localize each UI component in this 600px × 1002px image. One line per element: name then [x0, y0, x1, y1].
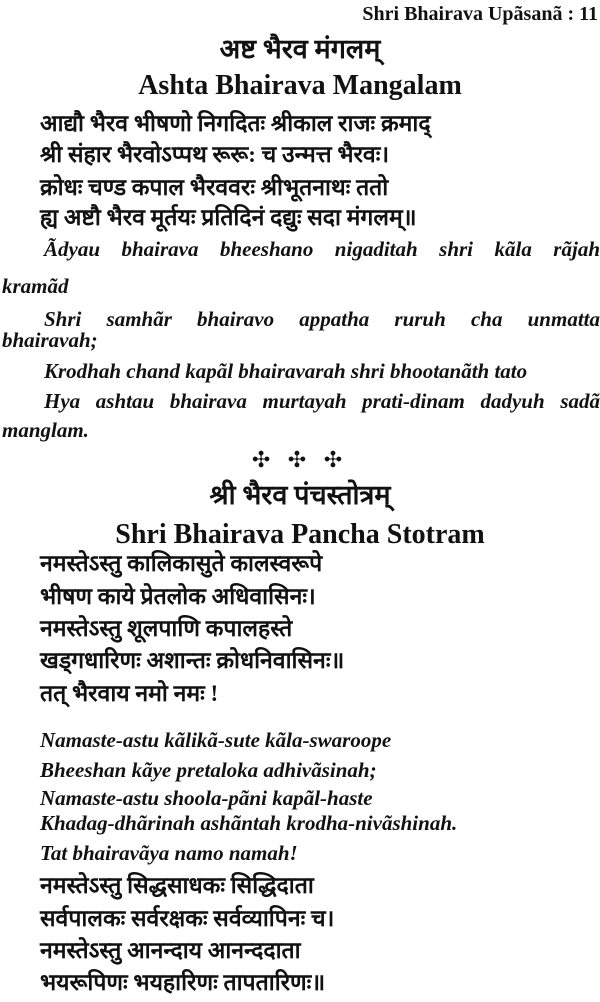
transliteration-line: Bheeshan kãye pretaloka adhivãsinah;	[40, 758, 377, 782]
transliteration-line: Shri samhãr bhairavo appatha ruruh cha unmatta	[44, 307, 600, 331]
verse-line: ह्य अष्टौ भैरव मूर्तयः प्रतिदिनं दद्युः सदा मंगलम्॥	[40, 205, 417, 230]
transliteration-line: Hya ashtau bhairava murtayah prati-dinam dadyuh sadã	[44, 389, 600, 413]
transliteration-line: Ãdyau bhairava bheeshano nigaditah shri kãla rãjah	[44, 237, 600, 261]
transliteration-line: manglam.	[2, 418, 89, 442]
transliteration-line: Tat bhairavãya namo namah!	[40, 841, 298, 865]
verse-line: तत् भैरवाय नमो नमः !	[40, 681, 219, 706]
verse-line: भयरूपिणः भयहारिणः तापतारिणः॥	[40, 970, 326, 995]
verse-line: सर्वपालकः सर्वरक्षकः सर्वव्यापिनः च।	[40, 906, 335, 931]
transliteration-line: kramãd	[2, 274, 69, 298]
transliteration-line: Namaste-astu kãlikã-sute kãla-swaroope	[40, 728, 392, 752]
verse-line: आद्यौ भैरव भीषणो निगदितः श्रीकाल राजः क्रमाद्	[40, 111, 431, 136]
verse-line: नमस्तेऽस्तु सिद्धसाधकः सिद्धिदाता	[40, 873, 314, 898]
verse-line: क्रोधः चण्ड कपाल भैरववरः श्रीभूतनाथः ततो	[40, 175, 389, 200]
transliteration-line: Namaste-astu shoola-pãni kapãl-haste	[40, 786, 373, 810]
verse-line: नमस्तेऽस्तु शूलपाणि कपालहस्ते	[40, 616, 293, 641]
running-header: Shri Bhairava Upãsanã : 11	[362, 3, 598, 25]
verse-line: नमस्तेऽस्तु आनन्दाय आनन्ददाता	[40, 938, 301, 963]
verse-line: श्री संहार भैरवोऽप्पथ रूरू: च उन्मत्त भैरवः।	[40, 142, 390, 167]
transliteration-line: Khadag-dhãrinah ashãntah krodha-nivãshinah.	[40, 811, 458, 835]
verse-line: खड्गधारिणः अशान्तः क्रोधनिवासिनः॥	[40, 648, 345, 673]
verse-line: भीषण काये प्रेतलोक अधिवासिनः।	[40, 584, 316, 609]
section-title-english: Shri Bhairava Pancha Stotram	[115, 519, 485, 550]
transliteration-line: Krodhah chand kapãl bhairavarah shri bhootanãth tato	[44, 359, 528, 383]
verse-line: नमस्तेऽस्तु कालिकासुते कालस्वरूपे	[40, 551, 323, 576]
section-title-english: Ashta Bhairava Mangalam	[138, 70, 462, 101]
transliteration-line: bhairavah;	[2, 328, 98, 352]
section-title-devanagari: अष्ट भैरव मंगलम्	[219, 34, 381, 64]
ornament-divider-icon: ✣ ✣ ✣	[251, 447, 349, 472]
section-title-devanagari: श्री भैरव पंचस्तोत्रम्	[209, 480, 391, 510]
